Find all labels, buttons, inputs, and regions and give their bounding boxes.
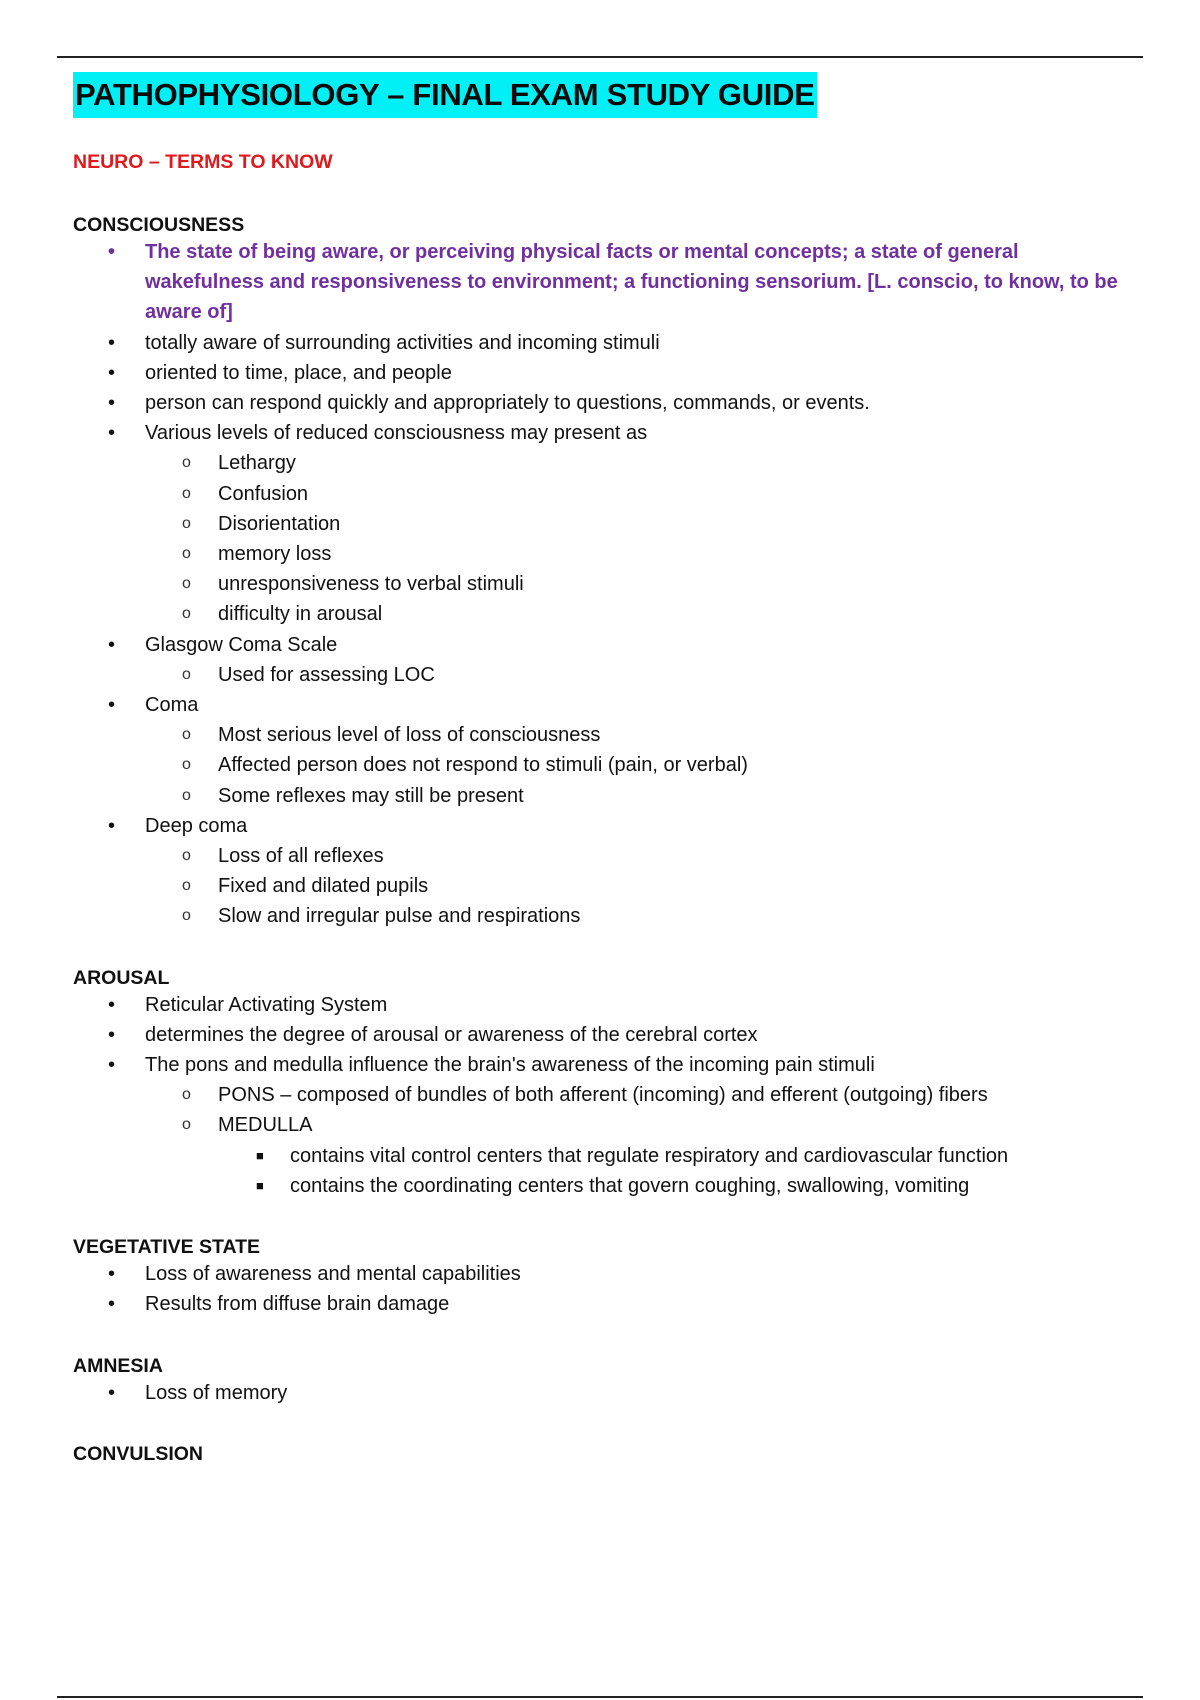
bullet-icon: • (108, 331, 116, 354)
item-text: Coma (145, 694, 199, 717)
item-text: totally aware of surrounding activities and incoming stimuli (145, 331, 660, 354)
item-text: Some reflexes may still be present (218, 784, 524, 807)
bullet-icon: • (108, 814, 116, 837)
section-subtitle: NEURO – TERMS TO KNOW (73, 151, 333, 173)
item-text: contains the coordinating centers that govern coughing, swallowing, vomiting (290, 1174, 970, 1197)
bullet-icon: • (108, 633, 116, 656)
bullet-icon: • (108, 1023, 116, 1046)
item-text: The pons and medulla influence the brain's awareness of the incoming pain stimuli (145, 1054, 875, 1077)
item-text: Confusion (218, 482, 309, 505)
item-text: Disorientation (218, 512, 341, 535)
list-item (73, 1259, 1143, 1289)
sub-sub-list-item (73, 1171, 1143, 1201)
sub-sub-list-item (73, 1141, 1143, 1171)
item-text: Deep coma (145, 814, 248, 837)
definition-item (73, 237, 1143, 328)
section-amnesia (73, 1354, 1143, 1408)
circle-bullet-icon: o (182, 575, 191, 593)
bullet-list (73, 990, 1143, 1201)
circle-bullet-icon: o (182, 1116, 191, 1134)
section-heading: CONSCIOUSNESS (73, 214, 245, 236)
item-text: contains vital control centers that regulate respiratory and cardiovascular function (290, 1144, 1009, 1167)
sub-list-item (73, 479, 1143, 509)
square-bullet-icon: ■ (256, 1147, 264, 1163)
bullet-icon: • (108, 361, 116, 384)
item-text: oriented to time, place, and people (145, 361, 452, 384)
circle-bullet-icon: o (182, 665, 191, 683)
bullet-list (73, 1378, 1143, 1408)
item-text: person can respond quickly and appropriately to questions, commands, or events. (145, 392, 870, 415)
bullet-icon: • (108, 1263, 116, 1286)
circle-bullet-icon: o (182, 454, 191, 472)
bullet-icon: • (108, 1381, 116, 1404)
item-text: Slow and irregular pulse and respirations (218, 905, 581, 928)
page-title: PATHOPHYSIOLOGY – FINAL EXAM STUDY GUIDE (73, 72, 817, 118)
item-text: Results from diffuse brain damage (145, 1293, 450, 1316)
top-rule (57, 56, 1143, 58)
item-text: Various levels of reduced consciousness may present as (145, 422, 648, 445)
list-item (73, 690, 1143, 720)
sub-list-item (73, 599, 1143, 629)
sub-list-item (73, 901, 1143, 931)
item-text: memory loss (218, 543, 332, 566)
list-item (73, 388, 1143, 418)
item-text: Fixed and dilated pupils (218, 875, 429, 898)
sub-list-item (73, 1110, 1143, 1140)
item-text: Glasgow Coma Scale (145, 633, 338, 656)
circle-bullet-icon: o (182, 1086, 191, 1104)
item-text: Lethargy (218, 452, 296, 475)
list-item (73, 1050, 1143, 1080)
list-item (73, 811, 1143, 841)
circle-bullet-icon: o (182, 726, 191, 744)
sub-list-item (73, 509, 1143, 539)
bullet-list (73, 1259, 1143, 1319)
section-heading: VEGETATIVE STATE (73, 1236, 261, 1259)
list-item (73, 1289, 1143, 1319)
item-text: Affected person does not respond to stimuli (pain, or verbal) (218, 754, 748, 777)
bullet-icon: • (108, 241, 116, 263)
list-item (73, 328, 1143, 358)
sub-list-item (73, 841, 1143, 871)
bottom-rule (57, 1696, 1143, 1698)
circle-bullet-icon: o (182, 847, 191, 865)
bullet-icon: • (108, 694, 116, 717)
bullet-icon: • (108, 1054, 116, 1077)
circle-bullet-icon: o (182, 605, 191, 623)
list-item (73, 1020, 1143, 1050)
section-heading: AROUSAL (73, 966, 170, 989)
bullet-icon: • (108, 1293, 116, 1316)
section-heading: AMNESIA (73, 1354, 163, 1377)
sub-list-item (73, 1080, 1143, 1110)
bullet-icon: • (108, 422, 116, 445)
item-text: Most serious level of loss of consciousness (218, 724, 601, 747)
sub-list-item (73, 448, 1143, 478)
item-text: MEDULLA (218, 1114, 313, 1137)
bullet-list (73, 237, 1143, 932)
circle-bullet-icon: o (182, 484, 191, 502)
section-heading: CONVULSION (73, 1442, 204, 1465)
circle-bullet-icon: o (182, 877, 191, 895)
sub-list-item (73, 781, 1143, 811)
sub-list-item (73, 871, 1143, 901)
circle-bullet-icon: o (182, 907, 191, 925)
definition-text: The state of being aware, or perceiving physical facts or mental concepts; a state of general wakefulness and responsiveness to environment; a functioning sensorium. [L. conscio, to know, to be aware of] (145, 241, 1118, 324)
document-page (73, 72, 1143, 1466)
sub-list-item (73, 660, 1143, 690)
item-text: Used for assessing LOC (218, 663, 435, 686)
sub-list-item (73, 569, 1143, 599)
item-text: Loss of awareness and mental capabilities (145, 1263, 521, 1286)
item-text: Loss of memory (145, 1381, 288, 1404)
circle-bullet-icon: o (182, 786, 191, 804)
item-text: PONS – composed of bundles of both afferent (incoming) and efferent (outgoing) fibers (218, 1084, 988, 1107)
item-text: unresponsiveness to verbal stimuli (218, 573, 524, 596)
item-text: Reticular Activating System (145, 993, 388, 1016)
list-item (73, 990, 1143, 1020)
item-text: difficulty in arousal (218, 603, 383, 626)
list-item (73, 1378, 1143, 1408)
bullet-icon: • (108, 392, 116, 415)
square-bullet-icon: ■ (256, 1177, 264, 1193)
section-arousal (73, 966, 1143, 1201)
circle-bullet-icon: o (182, 514, 191, 532)
bullet-icon: • (108, 993, 116, 1016)
item-text: Loss of all reflexes (218, 845, 384, 868)
list-item (73, 418, 1143, 448)
sub-list-item (73, 720, 1143, 750)
list-item (73, 630, 1143, 660)
section-consciousness (73, 213, 1143, 932)
item-text: determines the degree of arousal or awareness of the cerebral cortex (145, 1023, 758, 1046)
circle-bullet-icon: o (182, 756, 191, 774)
sub-list-item (73, 539, 1143, 569)
list-item (73, 358, 1143, 388)
section-convulsion (73, 1442, 1143, 1466)
circle-bullet-icon: o (182, 545, 191, 563)
section-vegetative-state (73, 1235, 1143, 1319)
sub-list-item (73, 750, 1143, 780)
